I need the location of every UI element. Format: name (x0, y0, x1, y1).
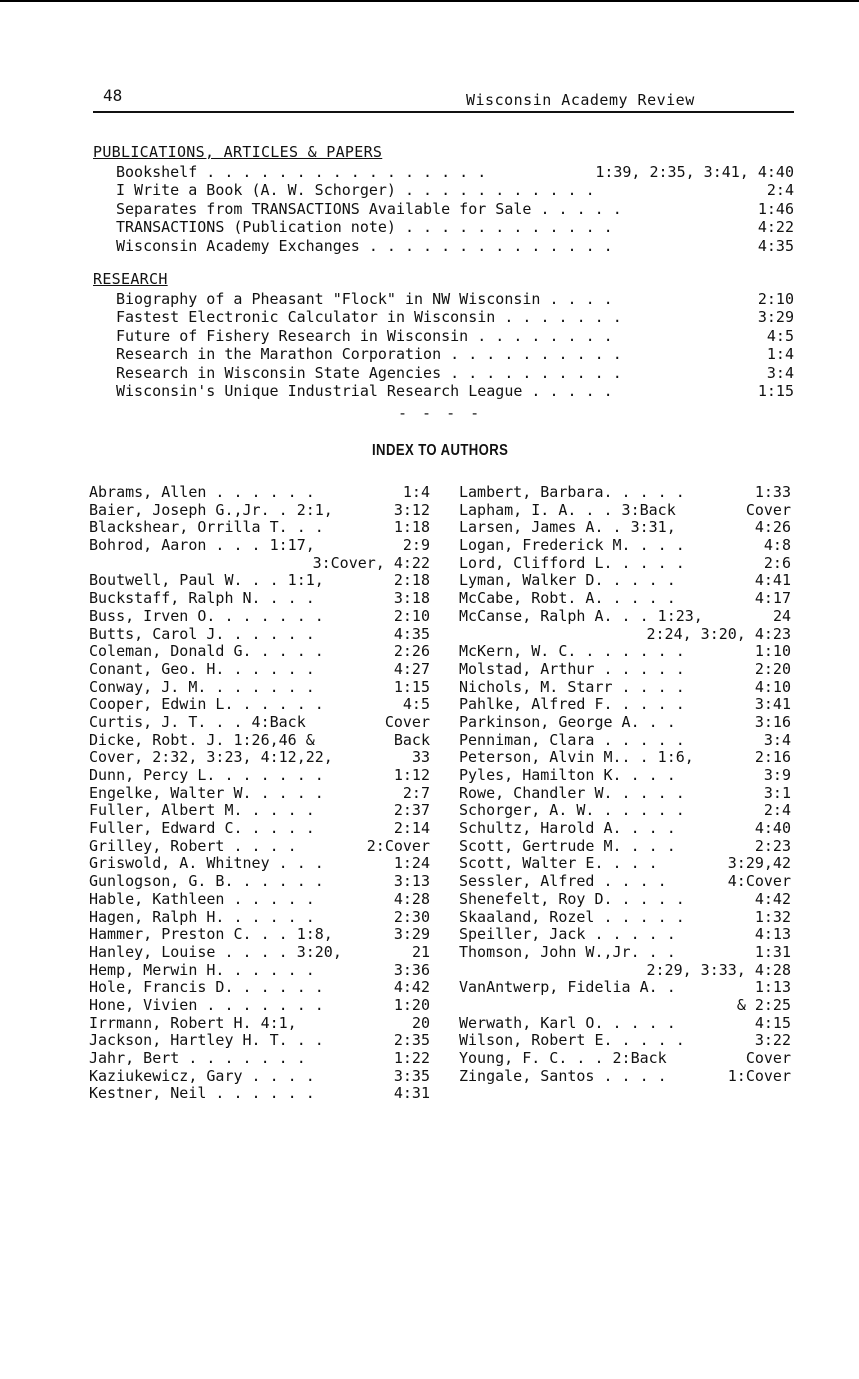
author-name: Hemp, Merwin H. . . . . . (89, 960, 315, 979)
author-entry (89, 926, 430, 944)
author-ref: 3:29 (393, 925, 430, 944)
author-name: Skaaland, Rozel . . . . . (459, 907, 685, 926)
author-ref: 1:20 (393, 995, 430, 1014)
author-entry (89, 855, 430, 873)
author-ref: 1:18 (393, 518, 430, 537)
author-name: Peterson, Alvin M.. . 1:6, (459, 748, 694, 767)
research-entry (116, 345, 794, 363)
author-entry (459, 1032, 791, 1050)
author-ref: 4:35 (393, 624, 430, 643)
author-ref: 3:36 (393, 960, 430, 979)
section-separator: - - - - (398, 404, 483, 422)
author-name: Conway, J. M. . . . . . . (89, 677, 315, 696)
author-entry (89, 519, 430, 537)
author-entry (459, 1015, 791, 1033)
author-name: Hable, Kathleen . . . . . (89, 889, 315, 908)
author-ref: 3:22 (754, 1031, 791, 1050)
author-entry (459, 855, 791, 873)
publication-entry (116, 200, 794, 218)
author-name: Kestner, Neil . . . . . . (89, 1084, 315, 1103)
author-ref: 3:18 (393, 589, 430, 608)
author-ref: 4:31 (393, 1084, 430, 1103)
author-name: Butts, Carol J. . . . . . (89, 624, 315, 643)
author-ref: 2:20 (754, 659, 791, 678)
author-entry (89, 979, 430, 997)
author-entry (89, 679, 430, 697)
author-ref: 1:10 (754, 642, 791, 661)
research-entry (116, 327, 794, 345)
author-ref: 3:9 (763, 766, 791, 784)
research-entry-title: Future of Fishery Research in Wisconsin . . . . . . . . (116, 326, 613, 345)
author-name: Hammer, Preston C. . . 1:8, (89, 925, 333, 944)
author-name: Larsen, James A. . 3:31, (459, 518, 676, 537)
author-name: Fuller, Edward C. . . . . (89, 819, 315, 838)
author-entry (89, 820, 430, 838)
research-entry-ref: 1:4 (766, 345, 794, 364)
author-name: Pahlke, Alfred F. . . . . (459, 695, 685, 714)
author-ref: 4:Cover (727, 872, 791, 891)
author-entry (459, 873, 791, 891)
publication-entry-ref: 1:39, 2:35, 3:41, 4:40 (595, 163, 794, 181)
author-entry (89, 838, 430, 856)
research-entry-ref: 3:4 (766, 363, 794, 382)
author-name: Lyman, Walker D. . . . . (459, 571, 676, 590)
author-name: Boutwell, Paul W. . . 1:1, (89, 571, 324, 590)
research-entry (116, 364, 794, 382)
author-name: Grilley, Robert . . . . (89, 836, 297, 855)
author-ref: 1:13 (754, 978, 791, 997)
index-to-authors-heading: INDEX TO AUTHORS (372, 442, 509, 459)
research-heading: RESEARCH (93, 270, 168, 288)
author-entry (89, 590, 430, 608)
author-ref: 1:24 (393, 854, 430, 873)
author-entry (459, 661, 791, 679)
author-name: McKern, W. C. . . . . . . (459, 642, 685, 661)
author-entry (89, 643, 430, 661)
author-name: Werwath, Karl O. . . . . (459, 1013, 676, 1032)
research-entry (116, 308, 794, 326)
author-entry (459, 891, 791, 909)
author-ref: 1:4 (402, 483, 430, 501)
author-name: Dunn, Percy L. . . . . . . (89, 766, 324, 784)
author-entry (459, 537, 791, 555)
author-entry (89, 997, 430, 1015)
author-entry (89, 502, 430, 520)
author-entry (459, 749, 791, 767)
author-ref: 3:16 (754, 712, 791, 731)
author-ref: 2:29, 3:33, 4:28 (646, 960, 791, 979)
publication-entry-title: Bookshelf . . . . . . . . . . . . . . . . (116, 163, 487, 181)
author-name: Gunlogson, G. B. . . . . . (89, 872, 324, 891)
authors-column-left (89, 484, 430, 1103)
author-entry (459, 802, 791, 820)
author-ref: 3:12 (393, 500, 430, 519)
author-entry (89, 555, 430, 573)
author-ref: 1:33 (754, 483, 791, 501)
author-ref: 4:13 (754, 925, 791, 944)
publication-entry-title: Wisconsin Academy Exchanges . . . . . . . . . . . . . . (116, 236, 613, 255)
author-ref: 4:26 (754, 518, 791, 537)
author-name: Scott, Walter E. . . . (459, 854, 658, 873)
author-entry (459, 820, 791, 838)
author-ref: 4:40 (754, 819, 791, 838)
author-entry (459, 519, 791, 537)
author-ref: 3:41 (754, 695, 791, 714)
author-entry (459, 696, 791, 714)
author-name: Rowe, Chandler W. . . . . (459, 783, 685, 802)
author-name: Fuller, Albert M. . . . . (89, 801, 315, 820)
publication-entry (116, 237, 794, 255)
author-ref: Cover (384, 712, 430, 731)
author-name: Bohrod, Aaron . . . 1:17, (89, 536, 315, 555)
author-entry (459, 626, 791, 644)
author-name: Jahr, Bert . . . . . . . (89, 1049, 306, 1067)
author-name: Curtis, J. T. . . 4:Back (89, 712, 306, 731)
author-ref: 4:27 (393, 659, 430, 678)
author-entry (459, 1068, 791, 1086)
author-entry (459, 590, 791, 608)
author-entry (89, 749, 430, 767)
author-name: Nichols, M. Starr . . . . (459, 677, 685, 696)
research-entry-ref: 2:10 (757, 290, 794, 308)
author-ref: 3:29,42 (727, 854, 791, 873)
author-name: Parkinson, George A. . . (459, 712, 676, 731)
author-ref: 2:30 (393, 907, 430, 926)
author-ref: 3:Cover, 4:22 (312, 553, 430, 572)
author-entry (459, 714, 791, 732)
author-name: Young, F. C. . . 2:Back (459, 1049, 667, 1067)
author-ref: 2:18 (393, 571, 430, 590)
author-name: Cover, 2:32, 3:23, 4:12,22, (89, 748, 333, 767)
author-ref: 3:1 (763, 783, 791, 802)
author-ref: 4:10 (754, 677, 791, 696)
author-entry (459, 979, 791, 997)
author-ref: 2:7 (402, 783, 430, 802)
author-ref: 4:15 (754, 1013, 791, 1032)
author-name: Pyles, Hamilton K. . . . (459, 766, 676, 784)
author-ref: 3:35 (393, 1066, 430, 1085)
author-name: Baier, Joseph G.,Jr. . 2:1, (89, 500, 333, 519)
author-ref: 2:26 (393, 642, 430, 661)
author-name: Jackson, Hartley H. T. . . (89, 1031, 324, 1050)
author-name: Engelke, Walter W. . . . . (89, 783, 324, 802)
author-name: Zingale, Santos . . . . (459, 1066, 667, 1085)
author-entry (89, 1032, 430, 1050)
author-entry (89, 484, 430, 502)
author-entry (459, 997, 791, 1015)
author-ref: 24 (772, 606, 791, 625)
author-entry (89, 802, 430, 820)
author-entry (89, 891, 430, 909)
publication-entry-ref: 1:46 (757, 199, 794, 218)
author-entry (89, 732, 430, 750)
research-entry-title: Research in the Marathon Corporation . . . . . . . . . . (116, 345, 622, 364)
author-name: Hanley, Louise . . . . 3:20, (89, 942, 342, 961)
author-ref: Back (393, 730, 430, 749)
journal-title: Wisconsin Academy Review (466, 91, 695, 109)
author-ref: 1:12 (393, 766, 430, 784)
author-name: Lambert, Barbara. . . . . (459, 483, 685, 501)
scan-border (0, 0, 859, 2)
author-entry (459, 679, 791, 697)
author-name: Shenefelt, Roy D. . . . . (459, 889, 685, 908)
author-name: Sessler, Alfred . . . . (459, 872, 667, 891)
author-entry (89, 767, 430, 785)
author-ref: 20 (411, 1013, 430, 1032)
author-ref: 2:6 (763, 553, 791, 572)
publication-entry-ref: 2:4 (766, 181, 794, 200)
author-name: Logan, Frederick M. . . . (459, 536, 685, 555)
author-entry (459, 732, 791, 750)
research-entry-title: Biography of a Pheasant "Flock" in NW Wisconsin . . . . (116, 290, 613, 308)
header-rule (93, 111, 794, 113)
research-entry (116, 382, 794, 400)
author-entry (89, 661, 430, 679)
author-ref: 2:10 (393, 606, 430, 625)
research-entry-ref: 3:29 (757, 308, 794, 327)
author-name: Schultz, Harold A. . . . (459, 819, 676, 838)
author-entry (459, 502, 791, 520)
research-entry-title: Research in Wisconsin State Agencies . . . . . . . . . . (116, 363, 622, 382)
author-name: Schorger, A. W. . . . . . (459, 801, 685, 820)
author-ref: & 2:25 (736, 995, 791, 1014)
author-name: Scott, Gertrude M. . . . (459, 836, 676, 855)
author-name: Conant, Geo. H. . . . . . (89, 659, 315, 678)
author-name: Thomson, John W.,Jr. . . (459, 942, 676, 961)
author-ref: 2:9 (402, 536, 430, 555)
author-name: Blackshear, Orrilla T. . . (89, 518, 324, 537)
author-ref: 2:4 (763, 801, 791, 820)
author-name: Lord, Clifford L. . . . . (459, 553, 685, 572)
author-name: Speiller, Jack . . . . . (459, 925, 676, 944)
author-name: Dicke, Robt. J. 1:26,46 & (89, 730, 315, 749)
research-entry-title: Fastest Electronic Calculator in Wisconsin . . . . . . . (116, 308, 622, 327)
author-ref: 21 (411, 942, 430, 961)
author-entry (89, 962, 430, 980)
author-ref: 1:32 (754, 907, 791, 926)
publication-entry-title: I Write a Book (A. W. Schorger) . . . . . . . . . . . (116, 181, 595, 200)
author-entry (459, 555, 791, 573)
author-ref: 2:35 (393, 1031, 430, 1050)
author-entry (459, 785, 791, 803)
page-number: 48 (103, 86, 123, 105)
author-ref: 4:42 (754, 889, 791, 908)
author-entry (89, 1085, 430, 1103)
author-ref: 4:17 (754, 589, 791, 608)
publication-entry-ref: 4:22 (757, 218, 794, 237)
author-ref: 2:Cover (366, 836, 430, 855)
author-ref: 4:42 (393, 978, 430, 997)
author-name: Buckstaff, Ralph N. . . . (89, 589, 315, 608)
author-ref: 2:24, 3:20, 4:23 (646, 624, 791, 643)
author-entry (459, 838, 791, 856)
author-ref: Cover (745, 500, 791, 519)
author-entry (459, 909, 791, 927)
author-name: Buss, Irven O. . . . . . . (89, 606, 324, 625)
author-entry (89, 873, 430, 891)
publications-heading: PUBLICATIONS, ARTICLES & PAPERS (93, 143, 383, 161)
author-entry (89, 909, 430, 927)
author-ref: 2:37 (393, 801, 430, 820)
author-entry (89, 608, 430, 626)
author-name: Hone, Vivien . . . . . . . (89, 995, 324, 1014)
author-ref: 2:16 (754, 748, 791, 767)
author-entry (459, 926, 791, 944)
author-ref: 1:22 (393, 1049, 430, 1067)
publication-entry-title: Separates from TRANSACTIONS Available for Sale . . . . . (116, 199, 622, 218)
authors-column-right (459, 484, 791, 1085)
author-name: Irrmann, Robert H. 4:1, (89, 1013, 297, 1032)
author-entry (459, 767, 791, 785)
author-name: Penniman, Clara . . . . . (459, 730, 685, 749)
author-name: McCabe, Robt. A. . . . . (459, 589, 676, 608)
author-entry (459, 1050, 791, 1068)
research-entry (116, 290, 794, 308)
author-entry (459, 962, 791, 980)
publication-entry-ref: 4:35 (757, 236, 794, 255)
publication-entry (116, 163, 794, 181)
author-name: Griswold, A. Whitney . . . (89, 854, 324, 873)
publication-entry-title: TRANSACTIONS (Publication note) . . . . . . . . . . . . (116, 218, 613, 237)
author-ref: 2:23 (754, 836, 791, 855)
research-entry-ref: 4:5 (766, 326, 794, 345)
author-name: Wilson, Robert E. . . . . (459, 1031, 685, 1050)
author-entry (459, 944, 791, 962)
author-name: VanAntwerp, Fidelia A. . (459, 978, 676, 997)
author-ref: 1:15 (393, 677, 430, 696)
publication-entry (116, 181, 794, 199)
author-ref: 1:Cover (727, 1066, 791, 1085)
author-ref: 3:4 (763, 730, 791, 749)
author-entry (459, 484, 791, 502)
author-entry (89, 626, 430, 644)
author-entry (89, 537, 430, 555)
author-name: Hole, Francis D. . . . . . (89, 978, 324, 997)
author-ref: 4:8 (763, 536, 791, 555)
author-entry (89, 1015, 430, 1033)
author-entry (89, 1050, 430, 1068)
author-entry (459, 643, 791, 661)
author-ref: 1:31 (754, 942, 791, 961)
author-name: McCanse, Ralph A. . . 1:23, (459, 606, 703, 625)
author-entry (459, 608, 791, 626)
author-name: Hagen, Ralph H. . . . . . (89, 907, 315, 926)
author-entry (89, 944, 430, 962)
author-name: Cooper, Edwin L. . . . . . (89, 695, 324, 714)
author-name: Molstad, Arthur . . . . . (459, 659, 685, 678)
research-entry-ref: 1:15 (757, 382, 794, 400)
author-entry (89, 714, 430, 732)
author-ref: Cover (745, 1049, 791, 1067)
author-ref: 3:13 (393, 872, 430, 891)
author-entry (89, 785, 430, 803)
author-name: Coleman, Donald G. . . . . (89, 642, 324, 661)
author-ref: 2:14 (393, 819, 430, 838)
author-name: Kaziukewicz, Gary . . . . (89, 1066, 315, 1085)
author-entry (89, 1068, 430, 1086)
author-ref: 4:41 (754, 571, 791, 590)
author-entry (459, 572, 791, 590)
author-entry (89, 696, 430, 714)
author-name: Abrams, Allen . . . . . . (89, 483, 315, 501)
author-ref: 33 (411, 748, 430, 767)
author-ref: 4:28 (393, 889, 430, 908)
research-entry-title: Wisconsin's Unique Industrial Research League . . . . . (116, 382, 613, 400)
author-ref: 4:5 (402, 695, 430, 714)
author-name: Lapham, I. A. . . 3:Back (459, 500, 676, 519)
author-entry (89, 572, 430, 590)
publication-entry (116, 218, 794, 236)
